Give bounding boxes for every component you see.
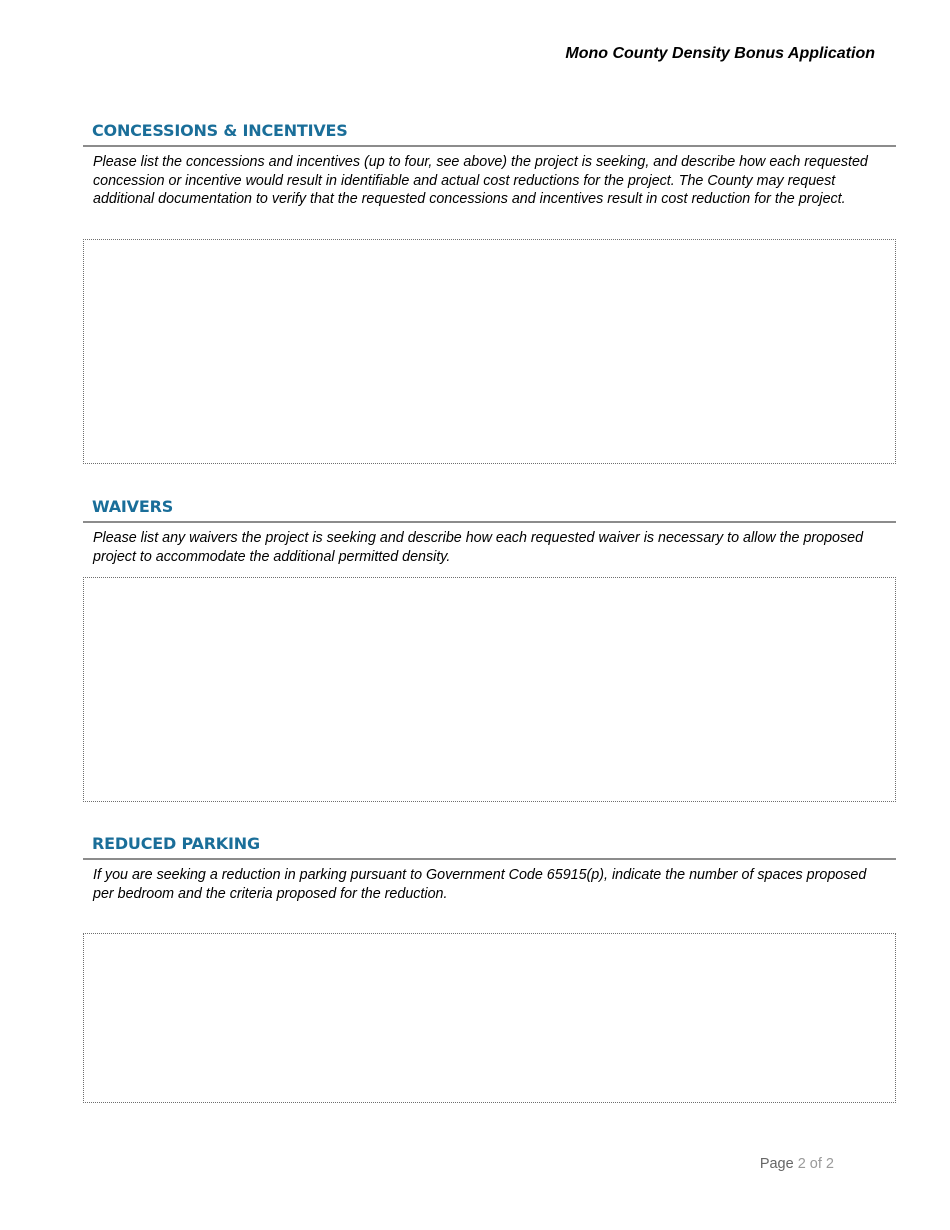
section-title: CONCESSIONS & INCENTIVES [83, 121, 896, 147]
reduced-parking-text-field[interactable] [83, 933, 896, 1103]
document-header-title: Mono County Density Bonus Application [565, 45, 875, 62]
reduced-parking-section [83, 834, 896, 903]
waivers-text-field[interactable] [83, 577, 896, 802]
section-description: Please list any waivers the project is seeking and describe how each requested waiver is necessary to allow the proposed project to accommodate the additional permitted density. [93, 530, 864, 565]
page-number [760, 1156, 834, 1172]
concessions-incentives-section [83, 121, 896, 209]
waivers-section [83, 497, 896, 566]
section-description: Please list the concessions and incentives (up to four, see above) the project is seeking, and describe how each requested concession or incentive would result in identifiable and actual cost reductions for the project. The County may request additional documentation to verify that the requested concessions and incentives result in cost reduction for the project. [93, 154, 868, 207]
page-of-count: 2 of 2 [797, 1156, 834, 1172]
concessions-incentives-text-field[interactable] [83, 239, 896, 464]
section-title: WAIVERS [83, 497, 896, 523]
section-title: REDUCED PARKING [83, 834, 896, 860]
page-label: Page [759, 1156, 794, 1172]
section-description: If you are seeking a reduction in parking pursuant to Government Code 65915(p), indicate the number of spaces proposed per bedroom and the criteria proposed for the reduction. [93, 867, 867, 902]
